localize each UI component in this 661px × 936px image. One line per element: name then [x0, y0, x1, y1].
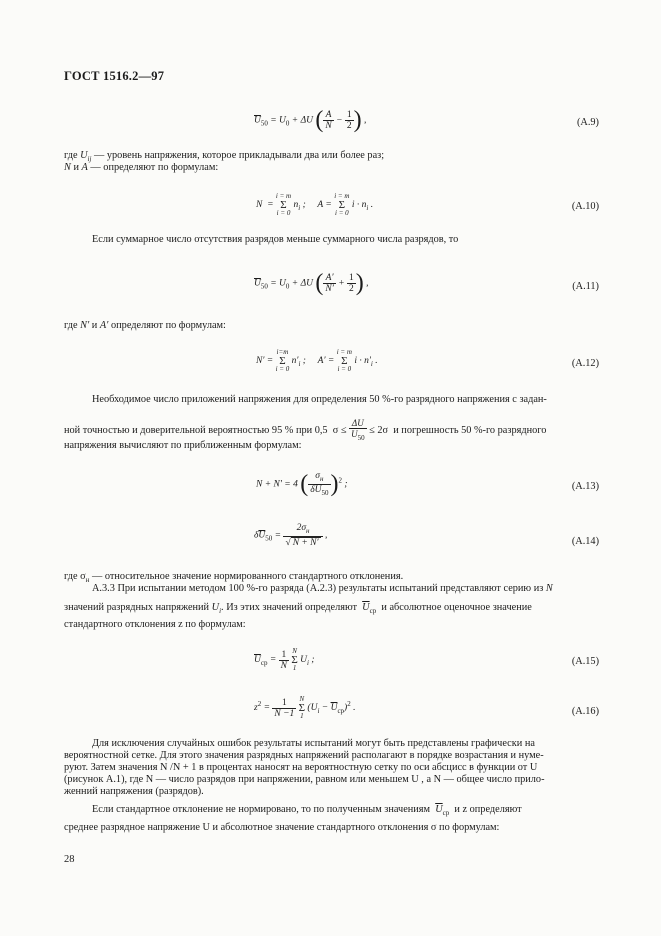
page-header: ГОСТ 1516.2—97: [64, 69, 165, 83]
equation-number: (А.12): [571, 358, 599, 369]
text-line: стандартного отклонения z по формулам:: [64, 619, 246, 630]
text-line: женний напряжения (разрядов).: [64, 786, 204, 797]
text-line: руют. Затем значения N /N + 1 в процентах наносят на вероятностную сетку по оси абсцисс в функции от U: [64, 762, 538, 773]
formula-a16: $z^2$ = $\frac{1}{N -1}$ N Σ 1 $(U_i - \overline{U}_{ср})^2$ .: [254, 695, 356, 720]
text-line: (рисунок А.1), где N — число разрядов при напряжении, равном или меньшем U , а N — общее число прило-: [64, 774, 545, 785]
text-line: Необходимое число приложений напряжения для определения 50 %-го разрядного напряжения с задан-: [92, 394, 547, 405]
text-line: А.3.3 При испытании методом 100 %-го разряда (А.2.3) результаты испытаний представляют серию из N: [92, 583, 553, 594]
formula-a12: N′ = i=m Σ i = 0 $n'_i$ ; A′ = i = m Σ i = 0 $i \cdot n'_i$ .: [256, 348, 378, 373]
text-line: значений разрядных напряжений $U_i$. Из этих значений определяют $\overline{U}_{ср}$ и абсолютное оценочное значение: [64, 602, 532, 616]
text-line: Для исключения случайных ошибок результаты испытаний могут быть представлены графически на: [92, 738, 535, 749]
text-line: напряжения вычисляют по приближенным формулам:: [64, 440, 302, 451]
page-number: 28: [64, 854, 75, 865]
equation-number: (А.16): [571, 706, 599, 717]
text-line: ной точностью и доверительной вероятностью 95 % при 0,5 σ ≤ $\frac{\Delta U}{\overline{U}_{50}}$ ≤ 2σ и погрешность 50 %-го разрядного: [64, 418, 547, 442]
text-line: где $\sigma_н$ — относительное значение нормированного стандартного отклонения.: [64, 571, 404, 585]
formula-a10: N = i = m Σ i = 0 $n_i$ ; A = i = m Σ i = 0 $i \cdot n_i$ .: [256, 192, 374, 217]
formula-a13: N + N′ = 4 ( $\frac{\sigma_н}{\delta\overline{U}_{50}}$ )$^2$ ;: [256, 471, 348, 497]
equation-number: (А.15): [571, 656, 599, 667]
text-line: где $U_{ij}$ — уровень напряжения, которое прикладывали два или более раз;: [64, 150, 385, 164]
equation-number: (А.11): [572, 281, 599, 292]
formula-a14: $\delta\overline{U}_{50}$ = $\frac{2\sigma_н}{√ N + N'}$ ,: [254, 523, 328, 548]
formula-a11: $\overline{U}_{50} = U_0 + \Delta U$ ( $\frac{A'}{N'}$ + $\frac{1}{2}$ ) ,: [254, 270, 369, 296]
formula-a9: $\overline{U}_{50} = U_0 + \Delta U$ ( $\frac{A}{N}$ − $\frac{1}{2}$ ) ,: [254, 107, 367, 133]
equation-number: (А.9): [576, 117, 599, 128]
text-line: среднее разрядное напряжение U и абсолютное значение стандартного отклонения σ по формулам:: [64, 822, 500, 833]
text-line: где N′ и A′ определяют по формулам:: [64, 320, 226, 331]
text-line: Если стандартное отклонение не нормировано, то по полученным значениям $\overline{U}_{ср}$ и z определяют: [92, 804, 522, 818]
text-line: N и A — определяют по формулам:: [64, 162, 219, 173]
equation-number: (А.13): [571, 481, 599, 492]
formula-a15: $\overline{U}_{ср}$ = $\frac{1}{N}$ N Σ 1 $U_i$ ;: [254, 647, 315, 672]
equation-number: (А.14): [571, 536, 599, 547]
text-line: Если суммарное число отсутствия разрядов меньше суммарного числа разрядов, то: [92, 234, 459, 245]
equation-number: (А.10): [571, 201, 599, 212]
text-line: вероятностной сетке. Для этого значения разрядных напряжений располагают в порядке возрастания и нуме-: [64, 750, 544, 761]
